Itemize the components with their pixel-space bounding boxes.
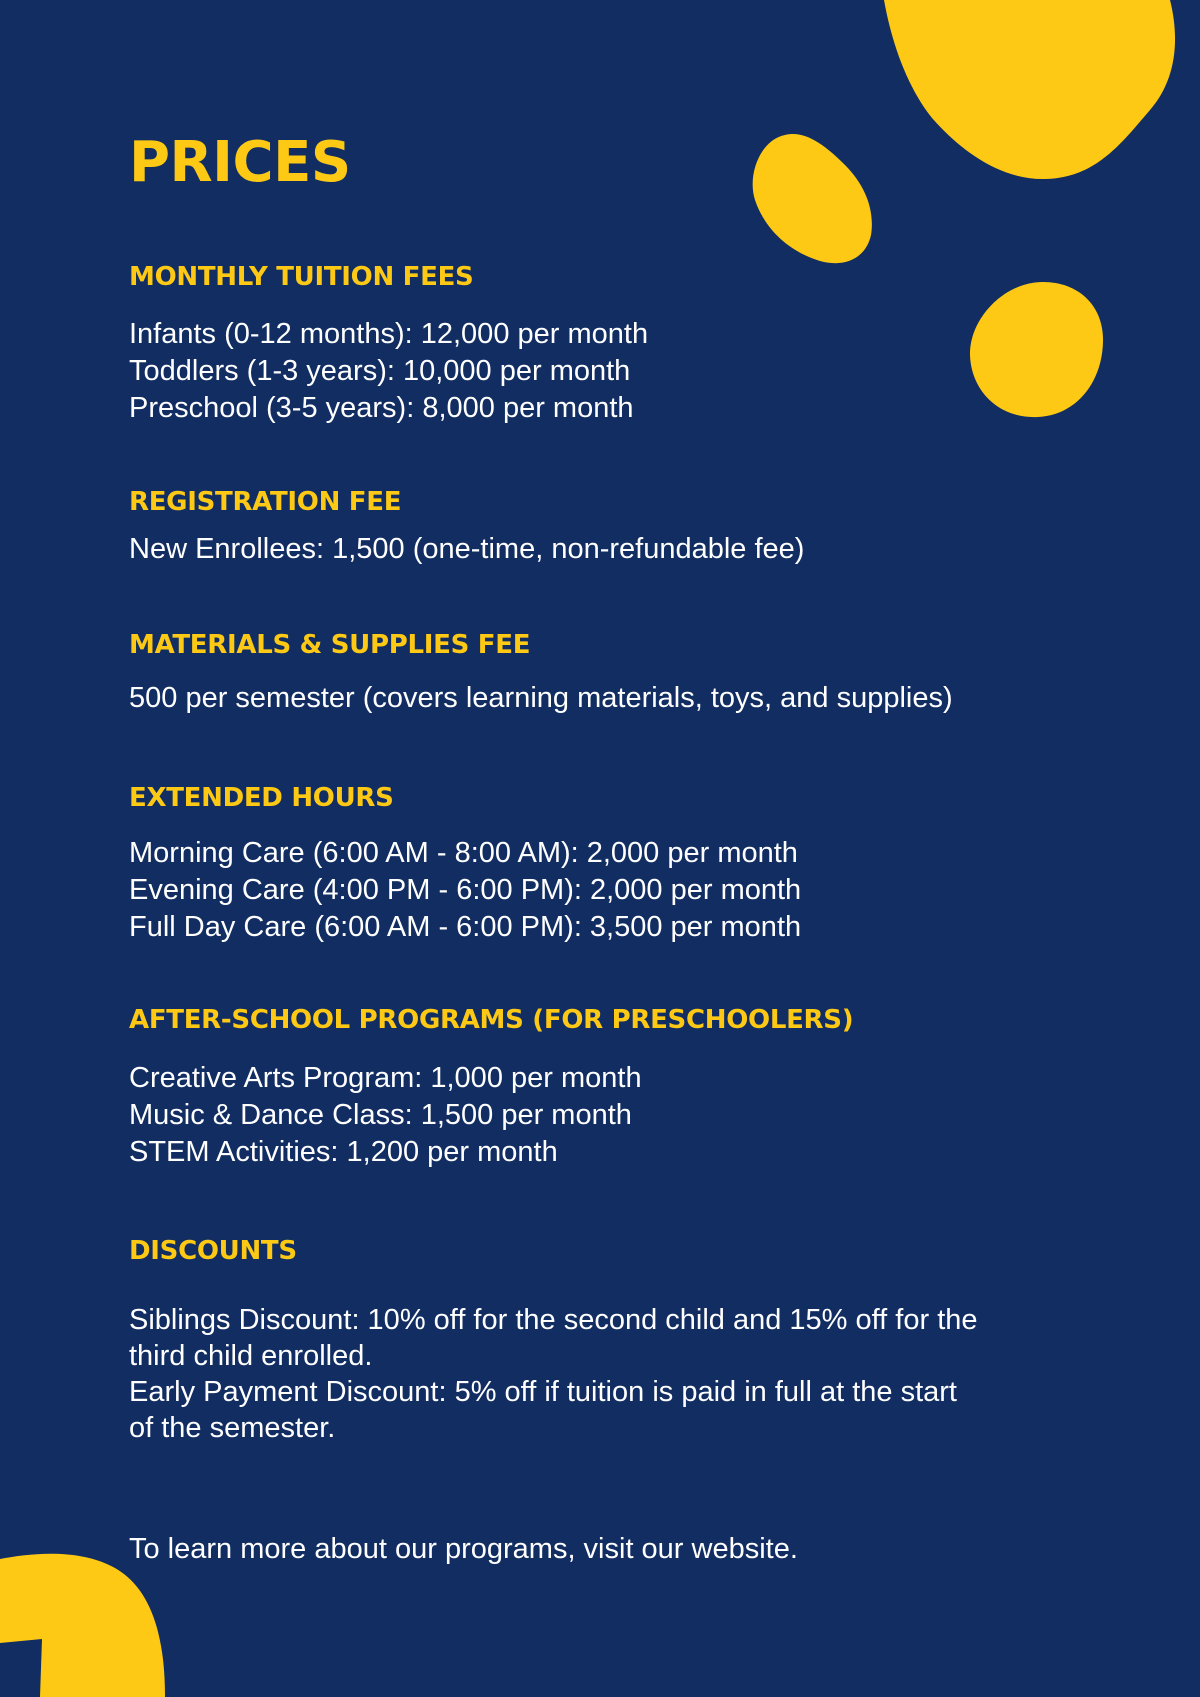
section-heading-after-school: AFTER-SCHOOL PROGRAMS (FOR PRESCHOOLERS) — [129, 1005, 854, 1035]
price-line: Creative Arts Program: 1,000 per month — [129, 1062, 642, 1094]
decorative-blob-large-icon — [880, 0, 1180, 185]
price-line: Infants (0-12 months): 12,000 per month — [129, 318, 649, 350]
section-heading-discounts: DISCOUNTS — [129, 1236, 297, 1266]
price-line: STEM Activities: 1,200 per month — [129, 1136, 558, 1168]
price-line: Full Day Care (6:00 AM - 6:00 PM): 3,500 per month — [129, 911, 802, 943]
decorative-blob-oval-icon — [750, 130, 880, 270]
section-heading-registration-fee: REGISTRATION FEE — [129, 487, 402, 517]
price-line: Morning Care (6:00 AM - 8:00 AM): 2,000 per month — [129, 837, 798, 869]
section-body-after-school — [129, 1060, 642, 1171]
section-heading-monthly-tuition: MONTHLY TUITION FEES — [129, 262, 474, 292]
page-title: PRICES — [129, 130, 351, 195]
decorative-blob-bottom-left-icon — [0, 1553, 170, 1697]
discount-line: Siblings Discount: 10% off for the second child and 15% off for the third child enrolled. — [129, 1304, 978, 1372]
footer-note: To learn more about our programs, visit our website. — [129, 1533, 798, 1565]
section-heading-materials-fee: MATERIALS & SUPPLIES FEE — [129, 630, 531, 660]
section-body-discounts — [129, 1302, 979, 1446]
price-line: Toddlers (1-3 years): 10,000 per month — [129, 355, 631, 387]
section-body-registration-fee — [129, 531, 804, 568]
price-line: Music & Dance Class: 1,500 per month — [129, 1099, 632, 1131]
section-body-extended-hours — [129, 835, 801, 946]
section-body-materials-fee — [129, 680, 953, 717]
section-heading-extended-hours: EXTENDED HOURS — [129, 783, 394, 813]
price-line: New Enrollees: 1,500 (one-time, non-refundable fee) — [129, 533, 805, 565]
discount-line: Early Payment Discount: 5% off if tuition is paid in full at the start of the semester. — [129, 1376, 957, 1444]
section-body-monthly-tuition — [129, 316, 648, 427]
price-line: Preschool (3-5 years): 8,000 per month — [129, 392, 634, 424]
price-line: Evening Care (4:00 PM - 6:00 PM): 2,000 per month — [129, 874, 802, 906]
decorative-blob-round-icon — [968, 280, 1108, 420]
price-line: 500 per semester (covers learning materials, toys, and supplies) — [129, 682, 953, 714]
